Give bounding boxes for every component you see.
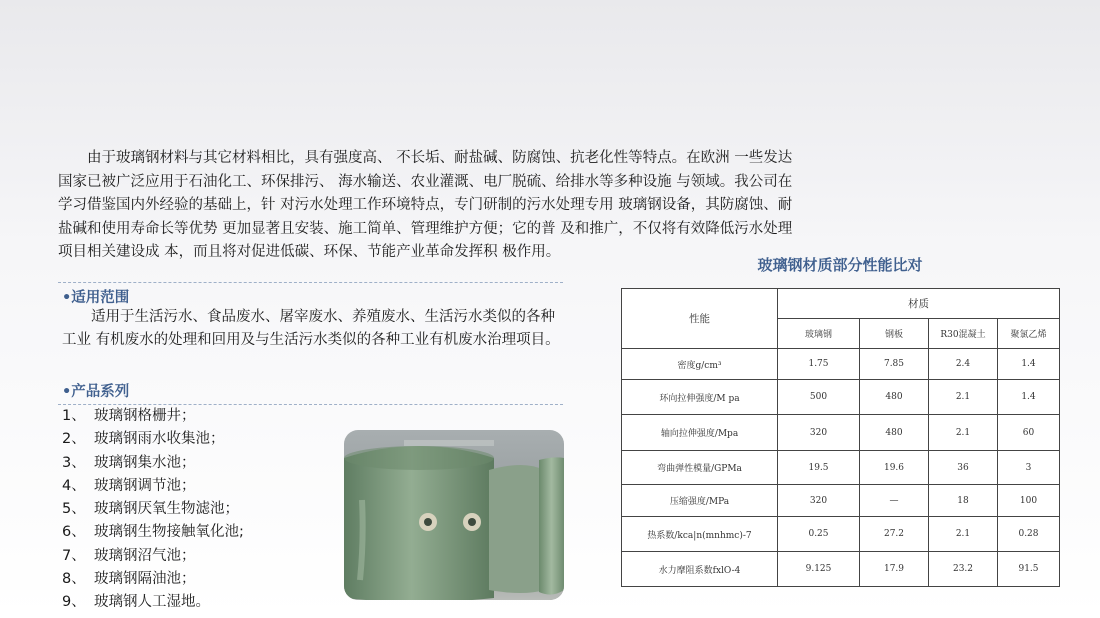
table-cell: 2.1: [929, 380, 998, 415]
table-cell: 19.6: [860, 451, 929, 485]
table-cell: 1.75: [778, 349, 860, 380]
list-item-label: 玻璃钢厌氧生物滤池；: [94, 501, 239, 518]
table-row: [622, 517, 1060, 552]
list-item: [62, 475, 244, 498]
table-cell: 1.4: [998, 349, 1060, 380]
table-cell: 500: [778, 380, 860, 415]
list-item-number: 3、: [62, 454, 86, 471]
table-cell: 3: [998, 451, 1060, 485]
property-name: 弯曲弹性模量/GPMa: [622, 451, 778, 485]
product-series-list: [62, 405, 244, 615]
list-item-number: 1、: [62, 408, 86, 424]
list-item-label: 玻璃钢调节池；: [94, 477, 196, 494]
table-cell: 100: [998, 485, 1060, 517]
intro-paragraph: 由于玻璃钢材料与其它材料相比，具有强度高、 不长垢、耐盐碱、防腐蚀、抗老化性等特点。在欧洲 一些发达国家已被广泛应用于石油化工、环保排污、 海水输送、农业灌溉、电厂脱硫、给排水等多种设施 与领域。我公司在学习借鉴国内外经验的基础上，针 对污水处理工作环境特点，专门研制的污水处理专用 玻璃钢设备，其防腐蚀、耐盐碱和使用寿命长等优势 更加显著且安装、施工简单、管理维护方便；它的普 及和推广，不仅将有效降低污水处理项目相关建设成 本，而且将对促进低碳、环保、节能产业革命发挥积 极作用。: [58, 150, 793, 260]
material-header: 材质: [778, 289, 1060, 319]
table-cell: 2.4: [929, 349, 998, 380]
table-cell: 2.1: [929, 517, 998, 552]
table-cell: 480: [860, 415, 929, 451]
list-item: [62, 405, 244, 428]
table-cell: 0.25: [778, 517, 860, 552]
usage-text: 适用于生活污水、食品废水、屠宰废水、养殖废水、生活污水类似的各种工业 有机废水的处理和回用及与生活污水类似的各种工业有机废水治理项目。: [62, 309, 560, 348]
table-row: [622, 380, 1060, 415]
material-name: 聚氯乙烯: [998, 319, 1060, 349]
table-cell: 2.1: [929, 415, 998, 451]
table-cell: 7.85: [860, 349, 929, 380]
table-cell: 9.125: [778, 552, 860, 587]
table-cell: 91.5: [998, 552, 1060, 587]
property-name: 水力摩阻系数fxlO-4: [622, 552, 778, 587]
list-item: [62, 545, 244, 568]
table-title: 玻璃钢材质部分性能比对: [757, 256, 923, 274]
table-cell: 320: [778, 415, 860, 451]
list-item-label: 玻璃钢雨水收集池；: [94, 431, 225, 448]
table-cell: 0.28: [998, 517, 1060, 552]
list-item-label: 玻璃钢生物接触氧化池;: [94, 524, 244, 541]
property-header: 性能: [622, 289, 778, 349]
table-cell: 60: [998, 415, 1060, 451]
usage-title: •适用范围: [62, 290, 130, 306]
list-item-number: 6、: [62, 524, 86, 541]
list-item: [62, 428, 244, 451]
table-cell: 17.9: [860, 552, 929, 587]
table-row: [622, 349, 1060, 380]
table-header-row: [622, 289, 1060, 319]
table-cell: 18: [929, 485, 998, 517]
table-cell: 480: [860, 380, 929, 415]
table-row: [622, 485, 1060, 517]
table-cell: 36: [929, 451, 998, 485]
table-cell: 320: [778, 485, 860, 517]
list-item: [62, 452, 244, 475]
list-item: [62, 521, 244, 544]
table-row: [622, 552, 1060, 587]
product-photo: [344, 430, 564, 600]
property-name: 密度g/cm³: [622, 349, 778, 380]
property-name: 轴向拉伸强度/Mpa: [622, 415, 778, 451]
list-item-number: 8、: [62, 571, 86, 588]
table-row: [622, 451, 1060, 485]
table-cell: 23.2: [929, 552, 998, 587]
property-name: 压缩强度/MPa: [622, 485, 778, 517]
material-name: R30混凝土: [929, 319, 998, 349]
frp-tank-image: [344, 430, 564, 600]
list-item-label: 玻璃钢人工湿地。: [94, 594, 210, 611]
property-name: 环向拉伸强度/M pa: [622, 380, 778, 415]
material-name: 玻璃钢: [778, 319, 860, 349]
list-item: [62, 591, 244, 614]
list-item-label: 玻璃钢集水池；: [94, 454, 196, 471]
divider: [58, 282, 563, 283]
list-item: [62, 568, 244, 591]
table-cell: 1.4: [998, 380, 1060, 415]
table-cell: 19.5: [778, 451, 860, 485]
table-cell: 27.2: [860, 517, 929, 552]
list-item-number: 9、: [62, 594, 86, 611]
list-item-number: 7、: [62, 547, 86, 564]
material-comparison-table: [621, 288, 1060, 587]
list-item-label: 玻璃钢隔油池；: [94, 571, 196, 588]
series-title: •产品系列: [62, 384, 130, 400]
table-row: [622, 415, 1060, 451]
property-name: 热系数/kca|n(mnhmc)-7: [622, 517, 778, 552]
list-item-label: 玻璃钢格栅井；: [94, 408, 196, 424]
table-cell: —: [860, 485, 929, 517]
list-item: [62, 498, 244, 521]
list-item-number: 2、: [62, 431, 86, 448]
material-name: 钢板: [860, 319, 929, 349]
list-item-number: 4、: [62, 477, 86, 494]
list-item-number: 5、: [62, 501, 86, 518]
list-item-label: 玻璃钢沼气池；: [94, 547, 196, 564]
